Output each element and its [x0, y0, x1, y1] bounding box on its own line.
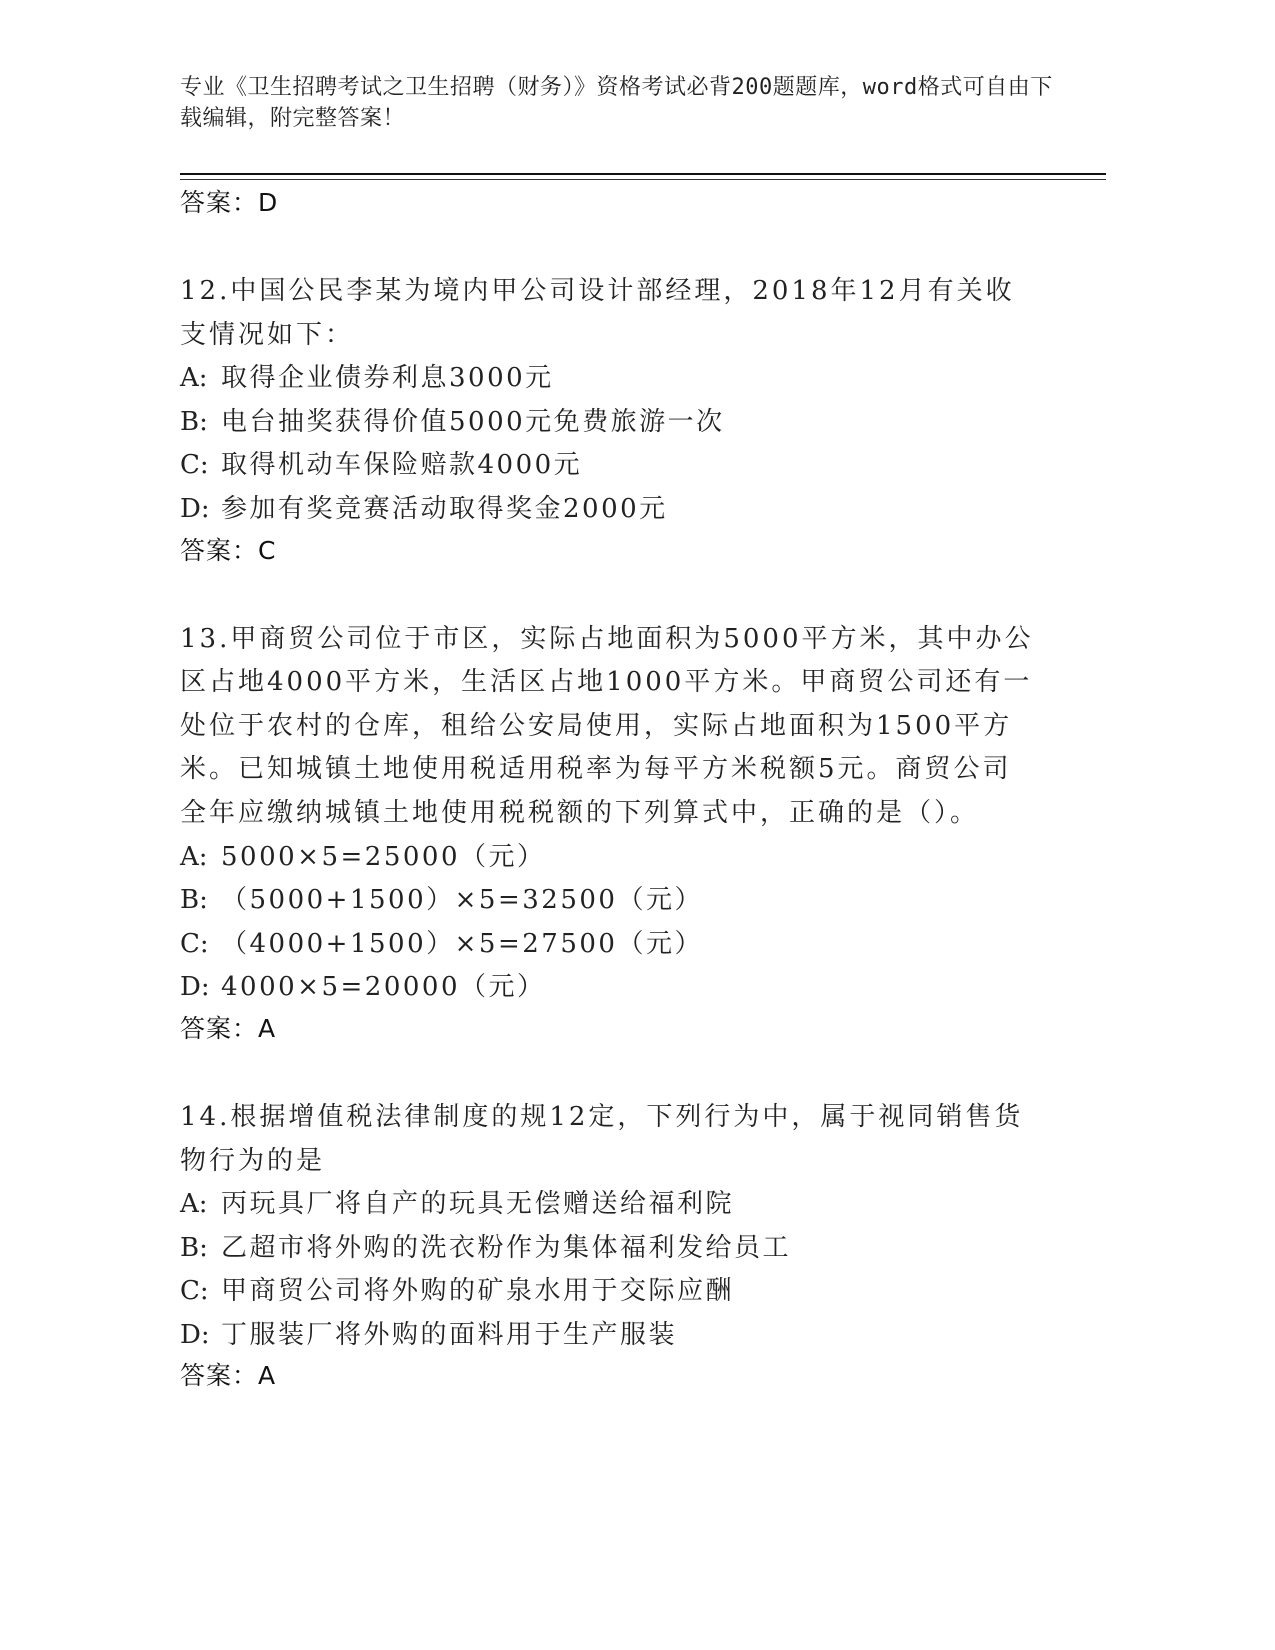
option-text: 丁服装厂将外购的面料用于生产服装 [221, 1319, 678, 1350]
option-c [180, 444, 1040, 488]
option-text: 取得企业债券利息3000元 [221, 363, 554, 394]
option-c [180, 923, 1040, 967]
question-list [180, 184, 1040, 1395]
option-d [180, 966, 1040, 1010]
answer-line: 答案：A [180, 1013, 277, 1043]
question-block [180, 618, 1040, 1048]
answer-line: 答案：C [180, 535, 277, 565]
option-text: 甲商贸公司将外购的矿泉水用于交际应酬 [221, 1276, 735, 1307]
option-d [180, 488, 1040, 532]
page-header: 专业《卫生招聘考试之卫生招聘（财务）》资格考试必背200题题库，word格式可自由下载编辑，附完整答案！ [180, 75, 1053, 131]
question-stem: 13.甲商贸公司位于市区，实际占地面积为5000平方米，其中办公区占地4000平方米，生活区占地1000平方米。甲商贸公司还有一处位于农村的仓库，租给公安局使用，实际占地面积为1500平方米。已知城镇土地使用税适用税率为每平方米税额5元。商贸公司全年应缴纳城镇土地使用税税额的下列算式中，正确的是（）。 [180, 623, 1034, 828]
option-letter: B: [180, 406, 208, 437]
question-stem: 14.根据增值税法律制度的规12定，下列行为中，属于视同销售货物行为的是 [180, 1101, 1024, 1176]
option-letter: C: [180, 1276, 209, 1307]
spacer [180, 222, 1040, 270]
option-letter: D: [180, 1319, 210, 1350]
option-letter: C: [180, 450, 209, 481]
option-text: 取得机动车保险赔款4000元 [221, 450, 583, 481]
option-a [180, 836, 1040, 880]
option-text: 电台抽奖获得价值5000元免费旅游一次 [221, 406, 725, 437]
option-d [180, 1314, 1040, 1358]
option-text: 参加有奖竞赛活动取得奖金2000元 [221, 493, 668, 524]
option-letter: B: [180, 1232, 208, 1263]
option-letter: C: [180, 928, 209, 959]
option-a [180, 1183, 1040, 1227]
answer-line: 答案：A [180, 1361, 277, 1391]
option-text: 4000×5=20000（元） [221, 972, 546, 1003]
question-block [180, 1096, 1040, 1396]
option-letter: A: [180, 363, 208, 394]
option-b [180, 1227, 1040, 1271]
option-letter: A: [180, 841, 208, 872]
spacer [180, 570, 1040, 618]
option-letter: D: [180, 493, 210, 524]
option-text: 丙玩具厂将自产的玩具无偿赠送给福利院 [221, 1189, 735, 1220]
option-text: 5000×5=25000（元） [221, 841, 546, 872]
option-b [180, 401, 1040, 445]
answer-line: 答案：D [180, 188, 279, 217]
question-block [180, 270, 1040, 570]
option-letter: D: [180, 972, 210, 1003]
header-divider-thick [180, 173, 1106, 175]
option-a [180, 357, 1040, 401]
option-letter: B: [180, 885, 208, 916]
option-c [180, 1270, 1040, 1314]
option-text: （5000+1500）×5=32500（元） [221, 885, 703, 916]
header-divider-thin [180, 179, 1106, 180]
option-letter: A: [180, 1189, 208, 1220]
spacer [180, 1048, 1040, 1096]
option-text: 乙超市将外购的洗衣粉作为集体福利发给员工 [221, 1232, 792, 1263]
question-stem: 12.中国公民李某为境内甲公司设计部经理，2018年12月有关收支情况如下： [180, 276, 1015, 350]
option-b [180, 879, 1040, 923]
option-text: （4000+1500）×5=27500（元） [221, 928, 703, 959]
